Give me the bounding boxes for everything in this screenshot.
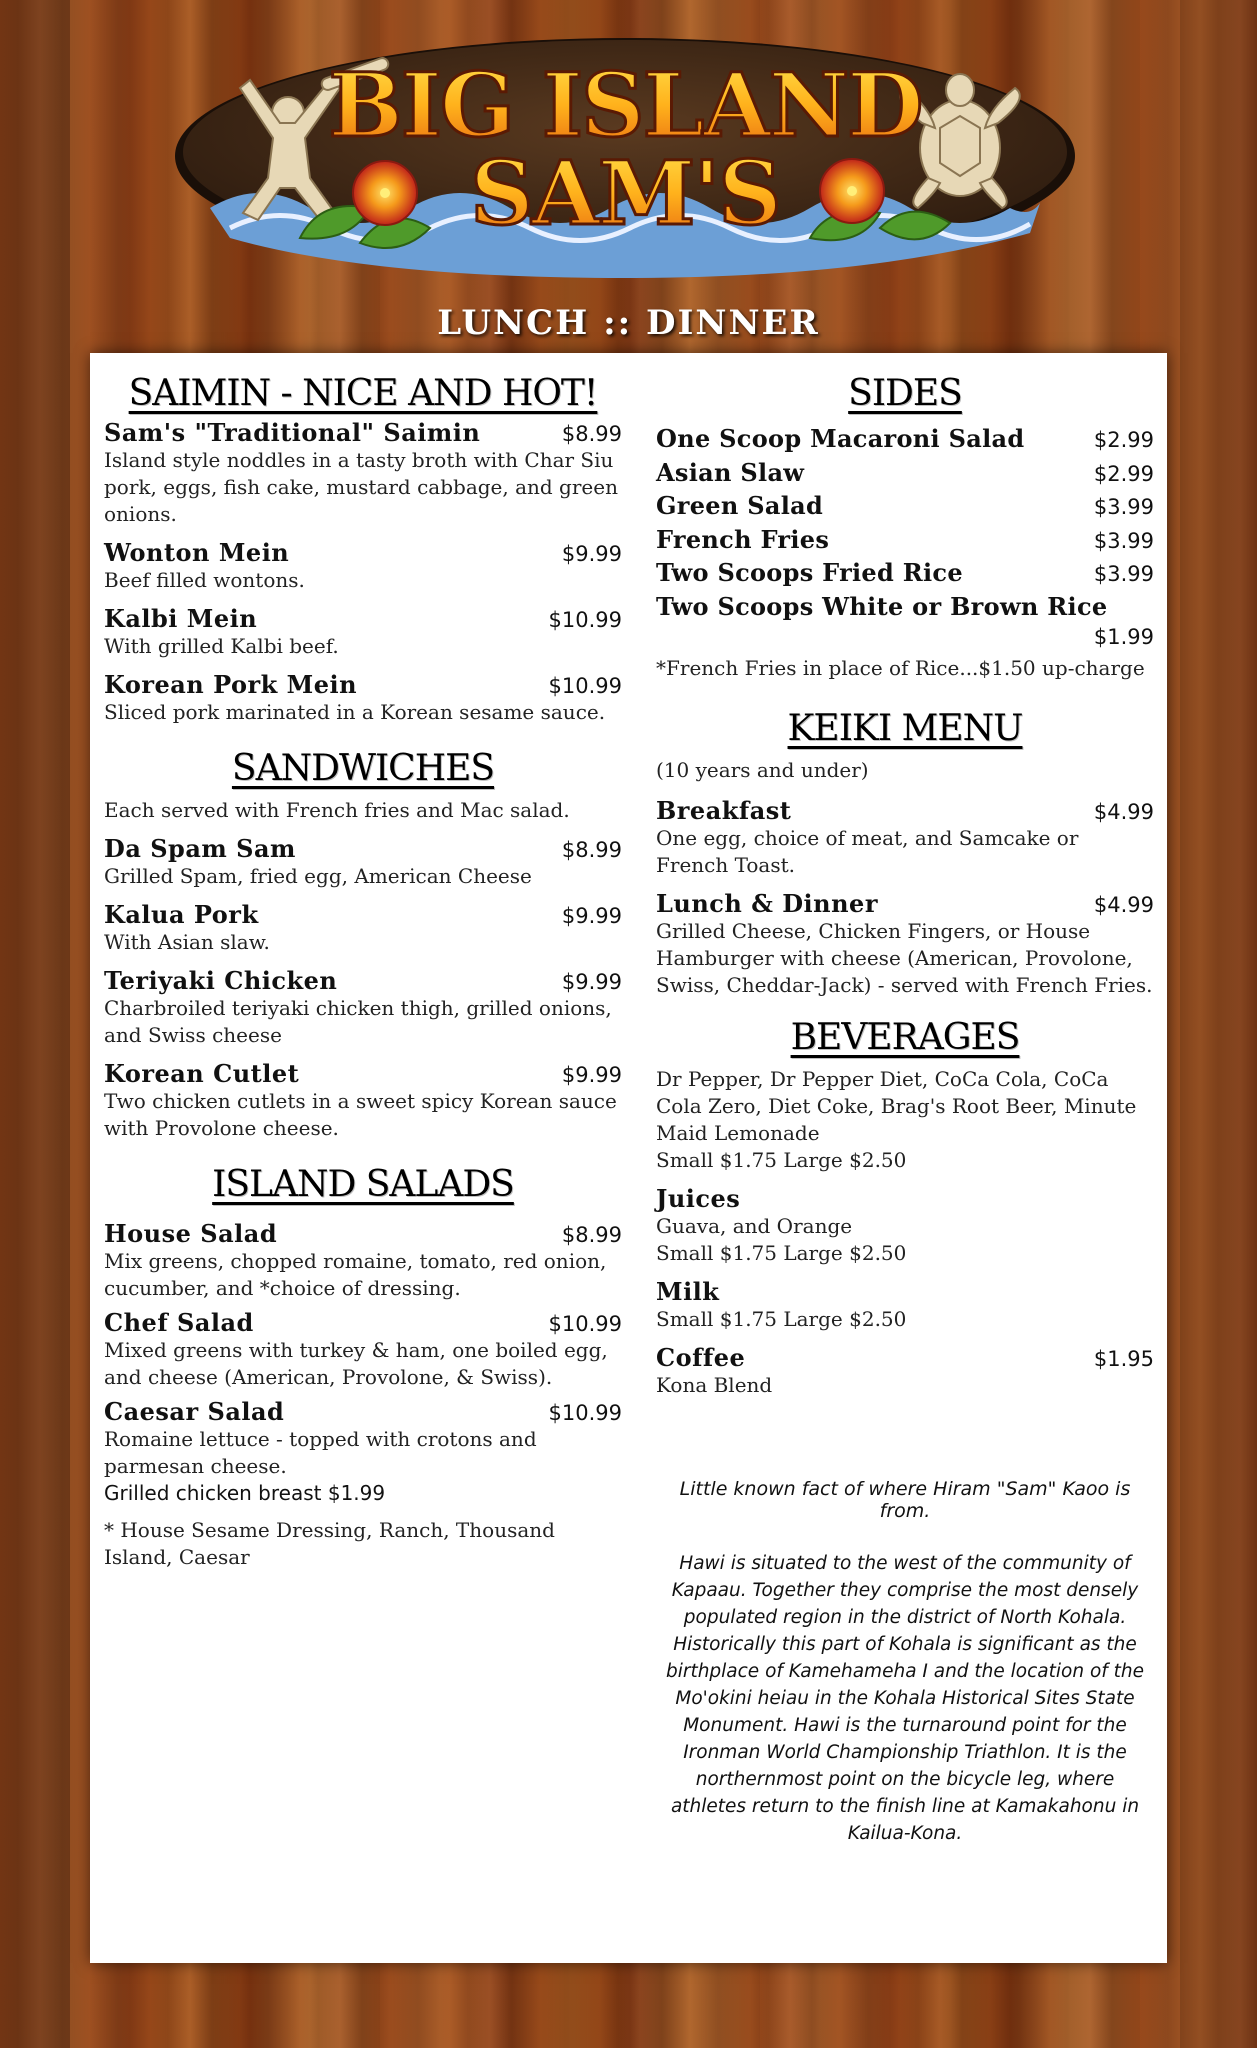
item-name: Chef Salad [104,1308,254,1337]
menu-item [656,796,1154,879]
sides-list [656,424,1154,682]
side-item [656,592,1154,626]
size-price: Small $1.75 Large $2.50 [656,1148,907,1172]
side-item [656,558,1154,592]
item-add-on: Grilled chicken breast $1.99 [104,1481,386,1505]
item-name: Kalua Pork [104,900,259,929]
side-name: French Fries [656,524,830,554]
side-item [656,491,1154,525]
item-name: Breakfast [656,796,792,825]
item-name: Coffee [656,1343,746,1372]
side-item [656,458,1154,492]
item-price: $10.99 [548,608,622,632]
beverages-title: BEVERAGES [790,1017,1020,1058]
salads-list [104,1219,622,1571]
menu-item [104,900,622,956]
item-price: $8.99 [561,1223,622,1247]
item-description: Two chicken cutlets in a sweet spicy Korean sauce with Provolone cheese. [104,1089,617,1140]
keiki-title: KEIKI MENU [787,708,1023,749]
item-description: Beef filled wontons. [104,568,305,592]
menu-card [90,353,1167,1963]
item-description: Kona Blend [656,1373,773,1397]
item-price: $8.99 [561,422,622,446]
item-name: Teriyaki Chicken [104,966,338,995]
item-name: Sam's "Traditional" Saimin [104,418,481,447]
item-name: Kalbi Mein [104,604,258,633]
right-column [656,373,1154,1409]
menu-item [104,1059,622,1142]
item-price: $10.99 [548,674,622,698]
size-price: Small $1.75 Large $2.50 [656,1307,907,1331]
item-price: $1.95 [1093,1347,1154,1371]
side-price: $3.99 [1093,495,1154,519]
menu-item [104,418,622,528]
side-price: $2.99 [1093,428,1154,452]
side-price: $2.99 [1093,461,1154,486]
logo-line-1: BIG ISLAND [328,53,922,157]
beverage-item [656,1066,1154,1174]
menu-item [104,966,622,1049]
item-description: Grilled Spam, fried egg, American Cheese [104,864,532,888]
side-name: Two Scoops Fried Rice [656,558,963,587]
beverage-item [656,1343,1154,1399]
logo-line-2: SAM'S [470,141,780,245]
item-description: Romaine lettuce - topped with crotons and parmesan cheese. [104,1427,537,1478]
item-description: Mixed greens with turkey & ham, one boiled egg, and cheese (American, Provolone, & Swiss). [104,1338,608,1389]
menu-item [104,604,622,660]
item-name: Juices [656,1184,741,1213]
item-name: Korean Cutlet [104,1059,300,1088]
side-price: $3.99 [1093,528,1154,553]
side-name: Two Scoops White or Brown Rice [656,591,1108,621]
item-description: With grilled Kalbi beef. [104,634,339,658]
menu-item [656,889,1154,999]
keiki-list [656,796,1154,999]
menu-item [104,834,622,890]
item-description: Mix greens, chopped romaine, tomato, red onion, cucumber, and *choice of dressing. [104,1249,607,1300]
side-price: $3.99 [1093,562,1154,586]
size-price: Small $1.75 Large $2.50 [656,1241,907,1265]
item-name: House Salad [104,1219,278,1248]
keiki-note: (10 years and under) [656,758,869,782]
sandwiches-list [104,834,622,1142]
side-item [656,525,1154,559]
salads-title: ISLAND SALADS [212,1164,514,1205]
item-description: Guava, and Orange [656,1214,853,1238]
item-price: $9.99 [561,970,622,994]
item-description: With Asian slaw. [104,930,270,954]
logo-sign [170,28,1080,298]
service-subtitle: LUNCH :: DINNER [437,303,820,343]
saimin-list [104,418,622,726]
saimin-title: SAIMIN - NICE AND HOT! [128,373,598,414]
item-description: Grilled Cheese, Chicken Fingers, or House Hamburger with cheese (American, Provolone, Swiss, Cheddar-Jack) - served with French Fries. [656,919,1153,997]
item-description: Sliced pork marinated in a Korean sesame sauce. [104,700,606,724]
beverage-item [656,1277,1154,1333]
left-column [104,373,622,1571]
fact-body: Hawi is situated to the west of the community of Kapaau. Together they comprise the most densely populated region in the district of North Kohala. Historically this part of Kohala is significant as the birthplace of Kamehameha I and the location of the Mo'okini heiau in the Kohala Historical Sites State Monument. Hawi is the turnaround point for the Ironman World Championship Triathlon. It is the northernmost point on the bicycle leg, where athletes return to the finish line at Kamakahonu in Kailua-Kona. [665,1553,1145,1844]
sides-title: SIDES [848,373,962,414]
fun-fact [656,1478,1154,1847]
item-price: $10.99 [548,1401,622,1425]
menu-item [104,670,622,726]
item-price: $4.99 [1093,893,1154,917]
side-name: Asian Slaw [656,457,805,487]
item-price: $10.99 [548,1312,622,1336]
fact-title: Little known fact of where Hiram "Sam" Kaoo is from. [679,1478,1131,1522]
side-price: $1.99 [1093,625,1154,649]
side-name: One Scoop Macaroni Salad [656,424,1025,453]
beverages-list [656,1066,1154,1399]
item-price: $9.99 [561,904,622,928]
dressing-footnote: * House Sesame Dressing, Ranch, Thousand Island, Caesar [104,1518,555,1569]
item-price: $9.99 [561,1063,622,1087]
item-name: Korean Pork Mein [104,670,358,699]
menu-item [104,1397,622,1507]
sandwiches-note: Each served with French fries and Mac salad. [104,798,570,822]
menu-item [104,1219,622,1302]
item-name: Wonton Mein [104,538,290,567]
item-name: Milk [656,1277,720,1306]
item-price: $4.99 [1093,800,1154,824]
item-name: Caesar Salad [104,1397,285,1426]
item-price: $9.99 [561,542,622,566]
sides-note: *French Fries in place of Rice...$1.50 up-charge [656,656,1145,680]
item-description: Island style noddles in a tasty broth with Char Siu pork, eggs, fish cake, mustard cabbage, and green onions. [104,448,618,526]
side-name: Green Salad [656,491,824,520]
sandwiches-title: SANDWICHES [231,748,495,789]
menu-item [104,1308,622,1391]
item-price: $8.99 [561,838,622,862]
item-name: Lunch & Dinner [656,889,878,918]
beverage-item [656,1184,1154,1267]
soda-list: Dr Pepper, Dr Pepper Diet, CoCa Cola, CoCa Cola Zero, Diet Coke, Brag's Root Beer, Minute Maid Lemonade [656,1067,1137,1145]
side-item [656,424,1154,458]
item-name: Da Spam Sam [104,834,296,863]
item-description: Charbroiled teriyaki chicken thigh, grilled onions, and Swiss cheese [104,996,612,1047]
item-description: One egg, choice of meat, and Samcake or French Toast. [656,826,1079,877]
menu-item [104,538,622,594]
